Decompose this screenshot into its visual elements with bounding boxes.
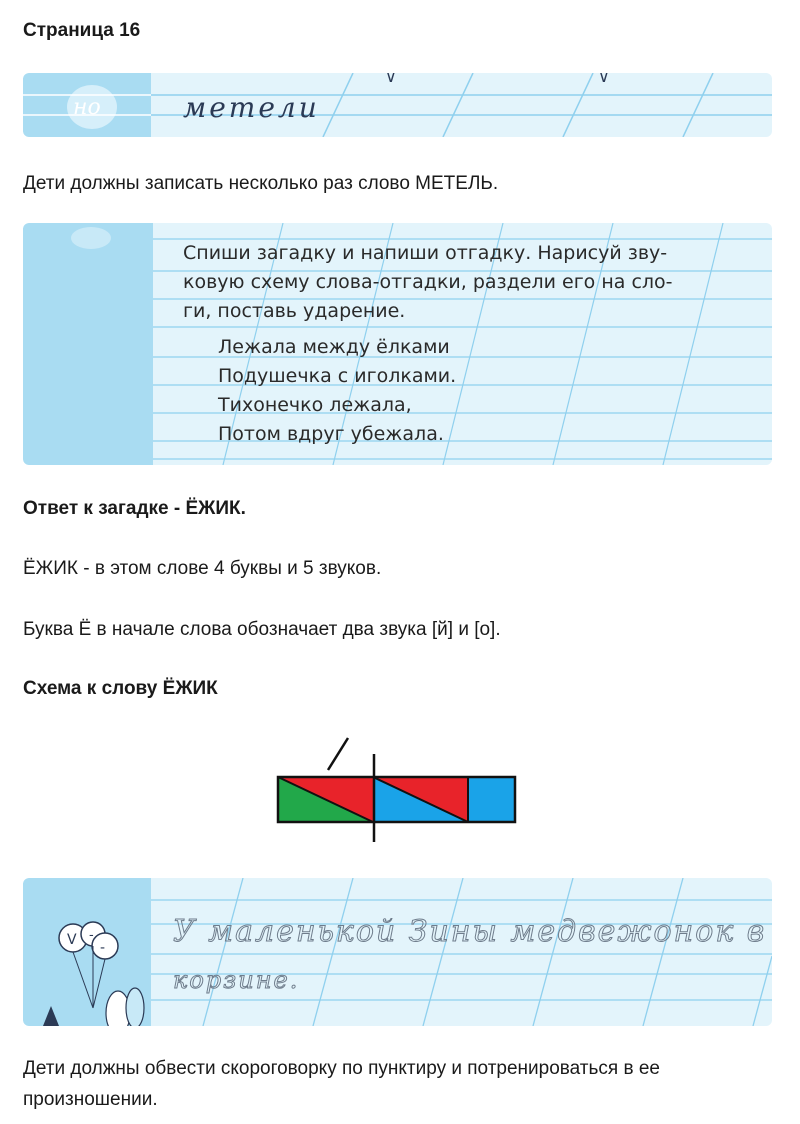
answer-letter-yo: Буква Ё в начале слова обозначает два звука [й] и [о].: [23, 619, 501, 640]
instruction-line: ги, поставь ударение.: [183, 300, 406, 322]
poem-line: Подушечка с иголками.: [218, 365, 457, 387]
tongue-twister-instruction: Дети должны обвести скороговорку по пунктиру и потренироваться в ее произношении.: [23, 1058, 660, 1110]
balloon-letter: -: [100, 940, 106, 956]
scheme-heading: Схема к слову ЁЖИК: [23, 678, 218, 699]
riddle-instruction: [183, 239, 673, 326]
notebook-strip-metel: [23, 73, 772, 137]
tongue-twister-line-2: корзине.: [173, 966, 300, 994]
instruction-line: ковую схему слова-отгадки, раздели его на сло-: [183, 271, 673, 293]
tick-mark: ∨: [598, 73, 610, 86]
balloon-letter: -: [89, 928, 94, 943]
instruction-line: Спиши загадку и напиши отгадку. Нарисуй зву-: [183, 242, 668, 264]
ruled-lines: [23, 878, 772, 1026]
margin-word: но: [73, 95, 101, 120]
stress-mark: [328, 738, 348, 770]
answer-heading: Ответ к загадке - ЁЖИК.: [23, 498, 246, 519]
scheme-cell-3-blue: [468, 777, 515, 822]
ruled-lines: [23, 73, 772, 137]
instruction-metel: Дети должны записать несколько раз слово МЕТЕЛЬ.: [23, 173, 499, 194]
page-title: Страница 16: [23, 20, 141, 41]
notebook-strip-riddle: [23, 223, 772, 465]
sound-scheme: [270, 730, 530, 845]
answer-letters-sounds: ЁЖИК - в этом слове 4 буквы и 5 звуков.: [23, 558, 382, 579]
tongue-twister-line-1: У маленькой Зины медвежонок в: [173, 914, 767, 949]
riddle-poem: [218, 333, 456, 449]
poem-line: Потом вдруг убежала.: [218, 423, 444, 445]
poem-line: Лежала между ёлками: [218, 336, 450, 358]
tick-mark: ∨: [385, 73, 397, 86]
poem-line: Тихонечко лежала,: [218, 394, 412, 416]
written-word: метели: [183, 91, 320, 124]
balloon-letter: V: [67, 932, 77, 948]
notebook-strip-tongue-twister: [23, 878, 772, 1026]
